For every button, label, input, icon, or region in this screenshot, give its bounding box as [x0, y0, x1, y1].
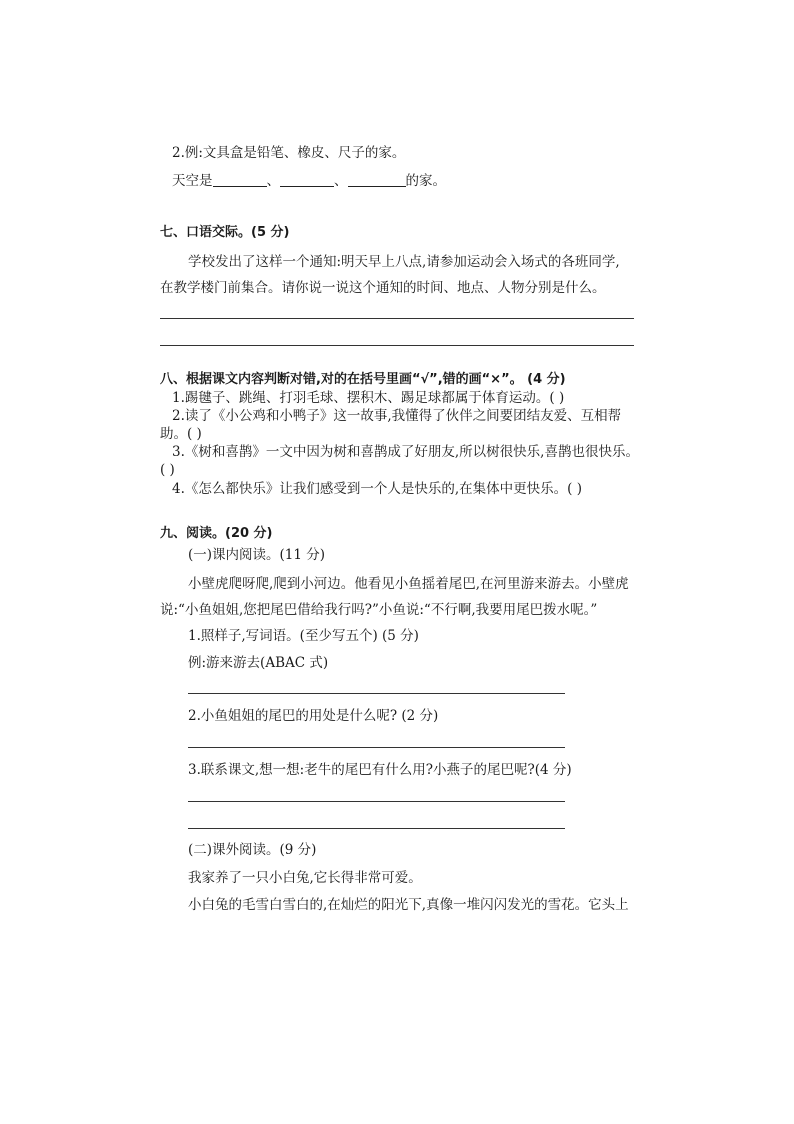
- q6-prompt-end: 的家。: [405, 173, 446, 189]
- q7-text-line-1: 学校发出了这样一个通知:明天早上八点,请参加运动会入场式的各班同学,: [188, 254, 620, 270]
- q7-text-line-2: 在教学楼门前集合。请你说一说这个通知的时间、地点、人物分别是什么。: [160, 280, 606, 296]
- q9-passage2-line-1: 我家养了一只小白兔,它长得非常可爱。: [188, 870, 422, 886]
- q8-item-2-line-1: 2.读了《小公鸡和小鸭子》这一故事,我懂得了伙伴之间要团结友爱、互相帮: [172, 408, 622, 424]
- answer-blank-3[interactable]: [348, 172, 406, 187]
- q7-answer-line-2[interactable]: [160, 345, 634, 346]
- q7-answer-line-1[interactable]: [160, 318, 634, 319]
- q8-item-3-line-1: 3.《树和喜鹊》一文中因为树和喜鹊成了好朋友,所以树很快乐,喜鹊也很快乐。: [172, 444, 639, 460]
- q9-passage1-line-1: 小壁虎爬呀爬,爬到小河边。他看见小鱼摇着尾巴,在河里游来游去。小壁虎: [188, 576, 629, 592]
- q6-item2-example: 2.例:文具盒是铅笔、橡皮、尺子的家。: [172, 145, 406, 161]
- q8-item-1: 1.踢毽子、跳绳、打羽毛球、摆积木、踢足球都属于体育运动。( ): [172, 390, 565, 406]
- q9-sub-question-1-example: 例:游来游去(ABAC 式): [188, 655, 329, 671]
- q9-sub3-answer-line-1[interactable]: [188, 801, 565, 802]
- q8-item-4: 4.《怎么都快乐》让我们感受到一个人是快乐的,在集体中更快乐。( ): [172, 481, 582, 497]
- q6-sep-1: 、: [266, 173, 280, 189]
- q8-item-2-line-2: 助。( ): [160, 426, 202, 442]
- q9-sub2-answer-line[interactable]: [188, 747, 565, 748]
- q9-part2-title: (二)课外阅读。(9 分): [188, 842, 317, 858]
- q9-sub-question-3: 3.联系课文,想一想:老牛的尾巴有什么用?小燕子的尾巴呢?(4 分): [188, 762, 572, 778]
- q6-item2-prompt: [172, 172, 446, 190]
- q9-passage1-line-2: 说:“小鱼姐姐,您把尾巴借给我行吗?”小鱼说:“不行啊,我要用尾巴拨水呢。”: [160, 602, 598, 618]
- q6-sep-2: 、: [334, 173, 348, 189]
- q6-prompt-start: 天空是: [172, 173, 213, 189]
- q9-sub-question-2: 2.小鱼姐姐的尾巴的用处是什么呢? (2 分): [188, 708, 439, 724]
- q8-heading: 八、根据课文内容判断对错,对的在括号里画“√”,错的画“×”。 (4 分): [160, 372, 566, 387]
- answer-blank-1[interactable]: [213, 172, 267, 187]
- q9-sub3-answer-line-2[interactable]: [188, 828, 565, 829]
- q9-sub1-answer-line[interactable]: [188, 693, 565, 694]
- answer-blank-2[interactable]: [280, 172, 334, 187]
- q9-part1-title: (一)课内阅读。(11 分): [188, 547, 326, 563]
- q9-heading: 九、阅读。(20 分): [160, 526, 273, 541]
- q9-sub-question-1: 1.照样子,写词语。(至少写五个) (5 分): [188, 628, 419, 644]
- q9-passage2-line-2: 小白兔的毛雪白雪白的,在灿烂的阳光下,真像一堆闪闪发光的雪花。它头上: [188, 897, 629, 913]
- q7-heading: 七、口语交际。(5 分): [160, 225, 290, 240]
- q8-item-3-line-2: ( ): [160, 462, 175, 478]
